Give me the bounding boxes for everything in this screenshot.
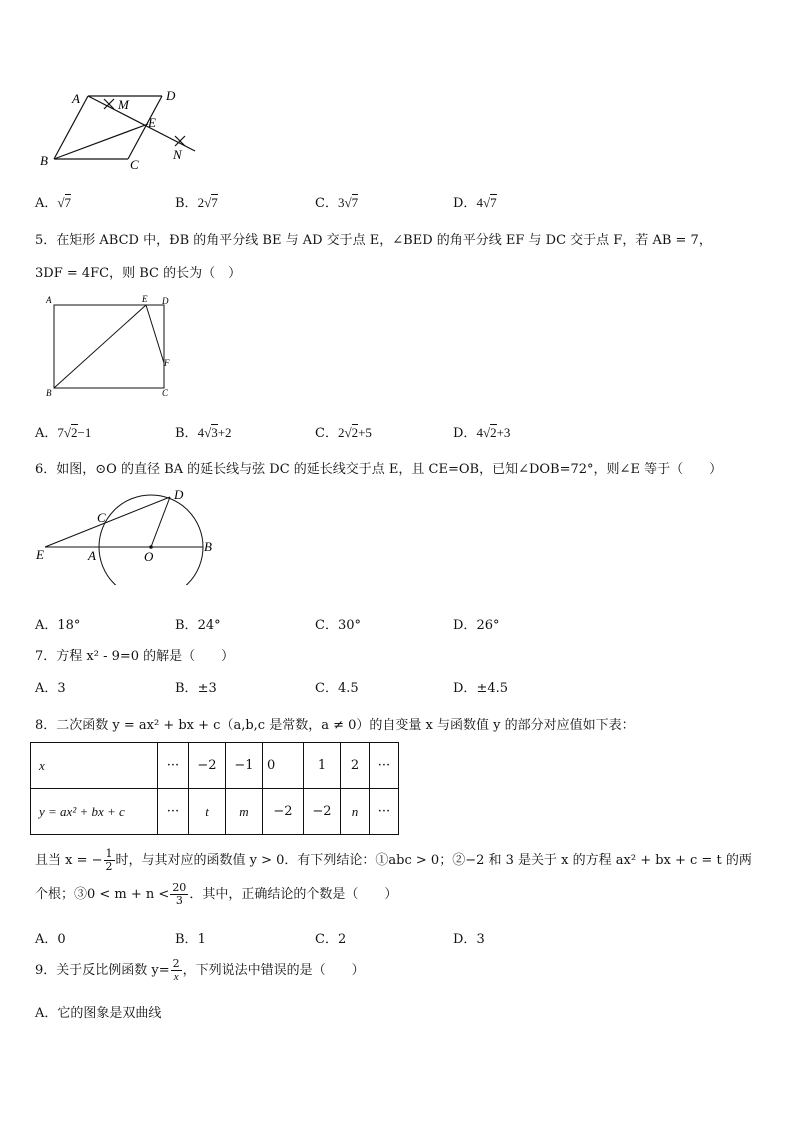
table-cell: x <box>31 743 158 789</box>
q5-option-a[interactable]: A．7√2−1 <box>35 425 92 441</box>
q5-option-c[interactable]: C．2√2+5 <box>315 425 372 441</box>
sqrt-sign: √ <box>204 195 212 210</box>
table-cell: −2 <box>304 789 341 835</box>
table-cell: 0 <box>263 743 304 789</box>
option-letter: A． <box>35 196 58 211</box>
q9-stem: 9．关于反比例函数 y= $\frac{2}{x}$ ，下列说法中错误的是（ ） <box>35 957 365 983</box>
option-letter: B． <box>175 196 198 211</box>
q4-label-b: B <box>40 153 48 168</box>
q6-label-e: E <box>36 547 44 562</box>
q5-figure <box>40 292 180 402</box>
q7-option-d[interactable]: D．±4.5 <box>453 681 509 696</box>
table-cell: 1 <box>304 743 341 789</box>
q8-condition-line1: 且当 x = − $\frac{1}{2}$ 时，与其对应的函数值 y > 0．有下列结论：①abc > 0；②−2 和 3 是关于 x 的方程 ax² + bx + c = t 的两 <box>35 847 752 873</box>
q8-option-c[interactable]: C．2 <box>315 932 347 947</box>
q5-label-e: E <box>142 294 148 304</box>
table-cell: −1 <box>226 743 263 789</box>
table-cell: ··· <box>370 789 399 835</box>
table-cell: ··· <box>370 743 399 789</box>
q7-option-b[interactable]: B．±3 <box>175 681 217 696</box>
q5-label-c: C <box>162 388 169 398</box>
q7-option-a[interactable]: A．3 <box>35 681 66 696</box>
table-cell: ··· <box>158 743 189 789</box>
q4-option-d[interactable]: D．4√7 <box>453 195 497 211</box>
q5-stem-line1: 5．在矩形 ABCD 中，ÐB 的角平分线 BE 与 AD 交于点 E，∠BED 的角平分线 EF 与 DC 交于点 F，若 AB = 7， <box>35 233 712 248</box>
q4-option-b[interactable]: B．2√7 <box>175 195 218 211</box>
q5-label-d: D <box>162 296 169 306</box>
q6-stem: 6．如图，⊙O 的直径 BA 的延长线与弦 DC 的延长线交于点 E，且 CE=OB，已知∠DOB=72°，则∠E 等于（ ） <box>35 462 723 477</box>
q4-option-a[interactable]: A．√7 <box>35 195 72 211</box>
q8-value-table <box>30 742 399 835</box>
option-letter: D． <box>453 196 477 211</box>
q7-stem: 7．方程 x² - 9=0 的解是（ ） <box>35 649 235 664</box>
table-cell: 2 <box>341 743 370 789</box>
q8-option-d[interactable]: D．3 <box>453 932 485 947</box>
sqrt-sign: √ <box>482 195 491 210</box>
table-row <box>31 743 399 789</box>
sqrt-sign: √ <box>344 425 352 440</box>
q5-option-b[interactable]: B．4√3+2 <box>175 425 232 441</box>
q5-label-a: A <box>46 295 52 305</box>
q8-option-a[interactable]: A．0 <box>35 932 66 947</box>
q4-figure <box>30 85 210 180</box>
table-cell: m <box>226 789 263 835</box>
q6-figure <box>30 485 230 585</box>
table-cell: t <box>189 789 226 835</box>
q4-label-n: N <box>173 147 182 162</box>
q4-label-c: C <box>130 157 139 172</box>
q4-label-m: M <box>118 97 129 112</box>
table-cell: y = ax² + bx + c <box>31 789 158 835</box>
sqrt-sign: √ <box>204 425 212 440</box>
fraction: $\frac{2}{x}$ <box>172 957 180 983</box>
table-row <box>31 789 399 835</box>
q4-label-d: D <box>166 88 176 103</box>
q5-label-b: B <box>46 388 52 398</box>
fraction: $\frac{20}{3}$ <box>172 881 187 907</box>
q6-option-a[interactable]: A．18° <box>35 618 81 633</box>
sqrt-sign: √ <box>344 195 352 210</box>
sqrt-sign: √ <box>57 195 65 210</box>
q4-label-a: A <box>72 91 80 106</box>
option-letter: C． <box>315 196 338 211</box>
q5-label-f: F <box>164 358 170 368</box>
table-cell: −2 <box>189 743 226 789</box>
q6-label-o: O <box>144 549 154 564</box>
q6-label-d: D <box>174 487 184 502</box>
q8-stem: 8．二次函数 y = ax² + bx + c（a,b,c 是常数，a ≠ 0）的自变量 x 与函数值 y 的部分对应值如下表： <box>35 718 635 733</box>
q8-option-b[interactable]: B．1 <box>175 932 206 947</box>
q8-condition-line2: 个根；③0 < m + n < $\frac{20}{3}$ ．其中，正确结论的个数是（ ） <box>35 881 398 907</box>
q6-option-b[interactable]: B．24° <box>175 618 221 633</box>
q5-option-d[interactable]: D．4√2+3 <box>453 425 511 441</box>
q6-option-d[interactable]: D．26° <box>453 618 500 633</box>
sqrt-sign: √ <box>482 425 491 440</box>
q4-option-c[interactable]: C．3√7 <box>315 195 359 211</box>
q6-label-c: C <box>97 510 106 525</box>
table-cell: −2 <box>263 789 304 835</box>
sqrt-sign: √ <box>63 425 72 440</box>
table-cell: n <box>341 789 370 835</box>
q6-label-b: B <box>204 539 212 554</box>
q6-label-a: A <box>88 548 96 563</box>
q7-option-c[interactable]: C．4.5 <box>315 681 359 696</box>
fraction: $\frac{1}{2}$ <box>105 847 113 873</box>
q5-stem-line2: 3DF = 4FC，则 BC 的长为（ ） <box>35 266 242 281</box>
q6-option-c[interactable]: C．30° <box>315 618 361 633</box>
table-cell: ··· <box>158 789 189 835</box>
q9-option-a[interactable]: A．它的图象是双曲线 <box>35 1006 162 1021</box>
q4-label-e: E <box>148 115 156 130</box>
